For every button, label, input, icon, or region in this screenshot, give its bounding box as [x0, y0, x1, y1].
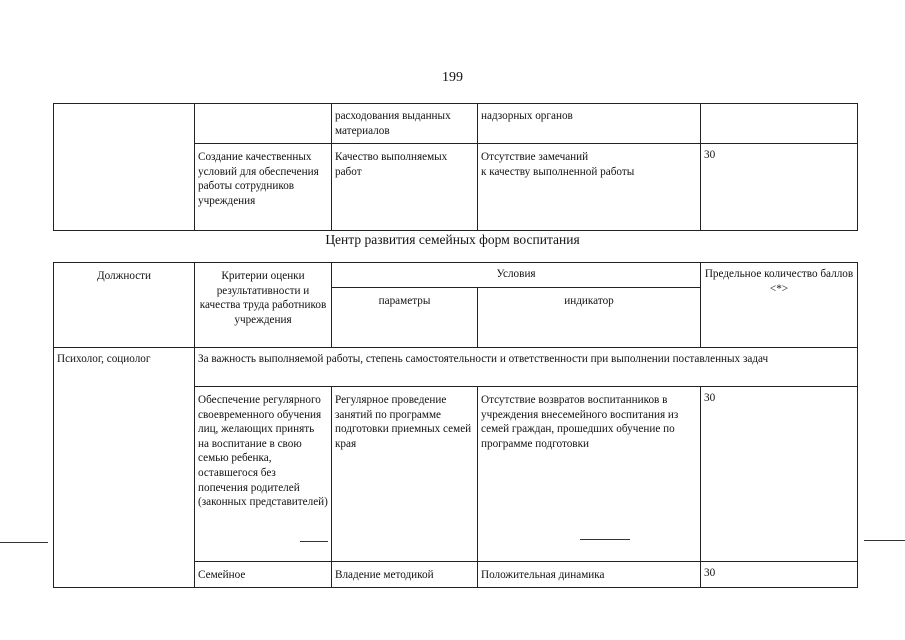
table-cell: расходования выданных материалов — [332, 104, 478, 144]
table-cell: Качество выполняемых работ — [332, 144, 478, 231]
span-cell: За важность выполняемой работы, степень самостоятельности и ответственности при выполнении поставленных задач — [195, 348, 858, 387]
header-position: Должности — [54, 263, 195, 348]
points-cell: 30 — [701, 562, 858, 588]
section-title: Центр развития семейных форм воспитания — [325, 232, 580, 247]
table-cell: 30 — [701, 144, 858, 231]
table-cell — [478, 144, 701, 231]
table-row — [54, 348, 858, 387]
criteria-cell: Семейное — [195, 562, 332, 588]
indicator-cell: Положительная динамика — [478, 562, 701, 588]
position-cell: Психолог, социолог — [54, 348, 195, 588]
table-cell — [701, 104, 858, 144]
table-cell: надзорных органов — [478, 104, 701, 144]
header-conditions: Условия — [332, 263, 701, 288]
indicator-line: к качеству выполненной работы — [481, 165, 635, 178]
table-continuation — [53, 103, 858, 231]
header-criteria: Критерии оценки результативности и качества труда работников учреждения — [195, 263, 332, 348]
scan-mark — [580, 539, 630, 540]
header-max-points: Предельное количество баллов <*> — [701, 263, 858, 348]
table-cell — [54, 104, 195, 231]
scan-mark — [0, 542, 48, 543]
table-cell: Создание качественных условий для обеспечения работы сотрудников учреждения — [195, 144, 332, 231]
table-header-row — [54, 263, 858, 288]
parameters-cell: Регулярное проведение занятий по программе подготовки приемных семей края — [332, 387, 478, 562]
scan-mark — [300, 541, 328, 542]
header-parameters: параметры — [332, 288, 478, 348]
table-criteria — [53, 262, 858, 588]
criteria-cell: Обеспечение регулярного своевременного обучения лиц, желающих принять на воспитание в свою семью ребенка, оставшегося без попечения родителей (законных представителей) — [195, 387, 332, 562]
table-row — [54, 104, 858, 144]
table-cell — [195, 104, 332, 144]
header-indicator: индикатор — [478, 288, 701, 348]
parameters-cell: Владение методикой — [332, 562, 478, 588]
indicator-line: Отсутствие замечаний — [481, 151, 589, 163]
indicator-cell: Отсутствие возвратов воспитанников в учреждения внесемейного воспитания из семей граждан, прошедших обучение по программе подготовки — [478, 387, 701, 562]
scan-mark — [864, 540, 905, 541]
points-cell: 30 — [701, 387, 858, 562]
page-number: 199 — [442, 70, 463, 85]
